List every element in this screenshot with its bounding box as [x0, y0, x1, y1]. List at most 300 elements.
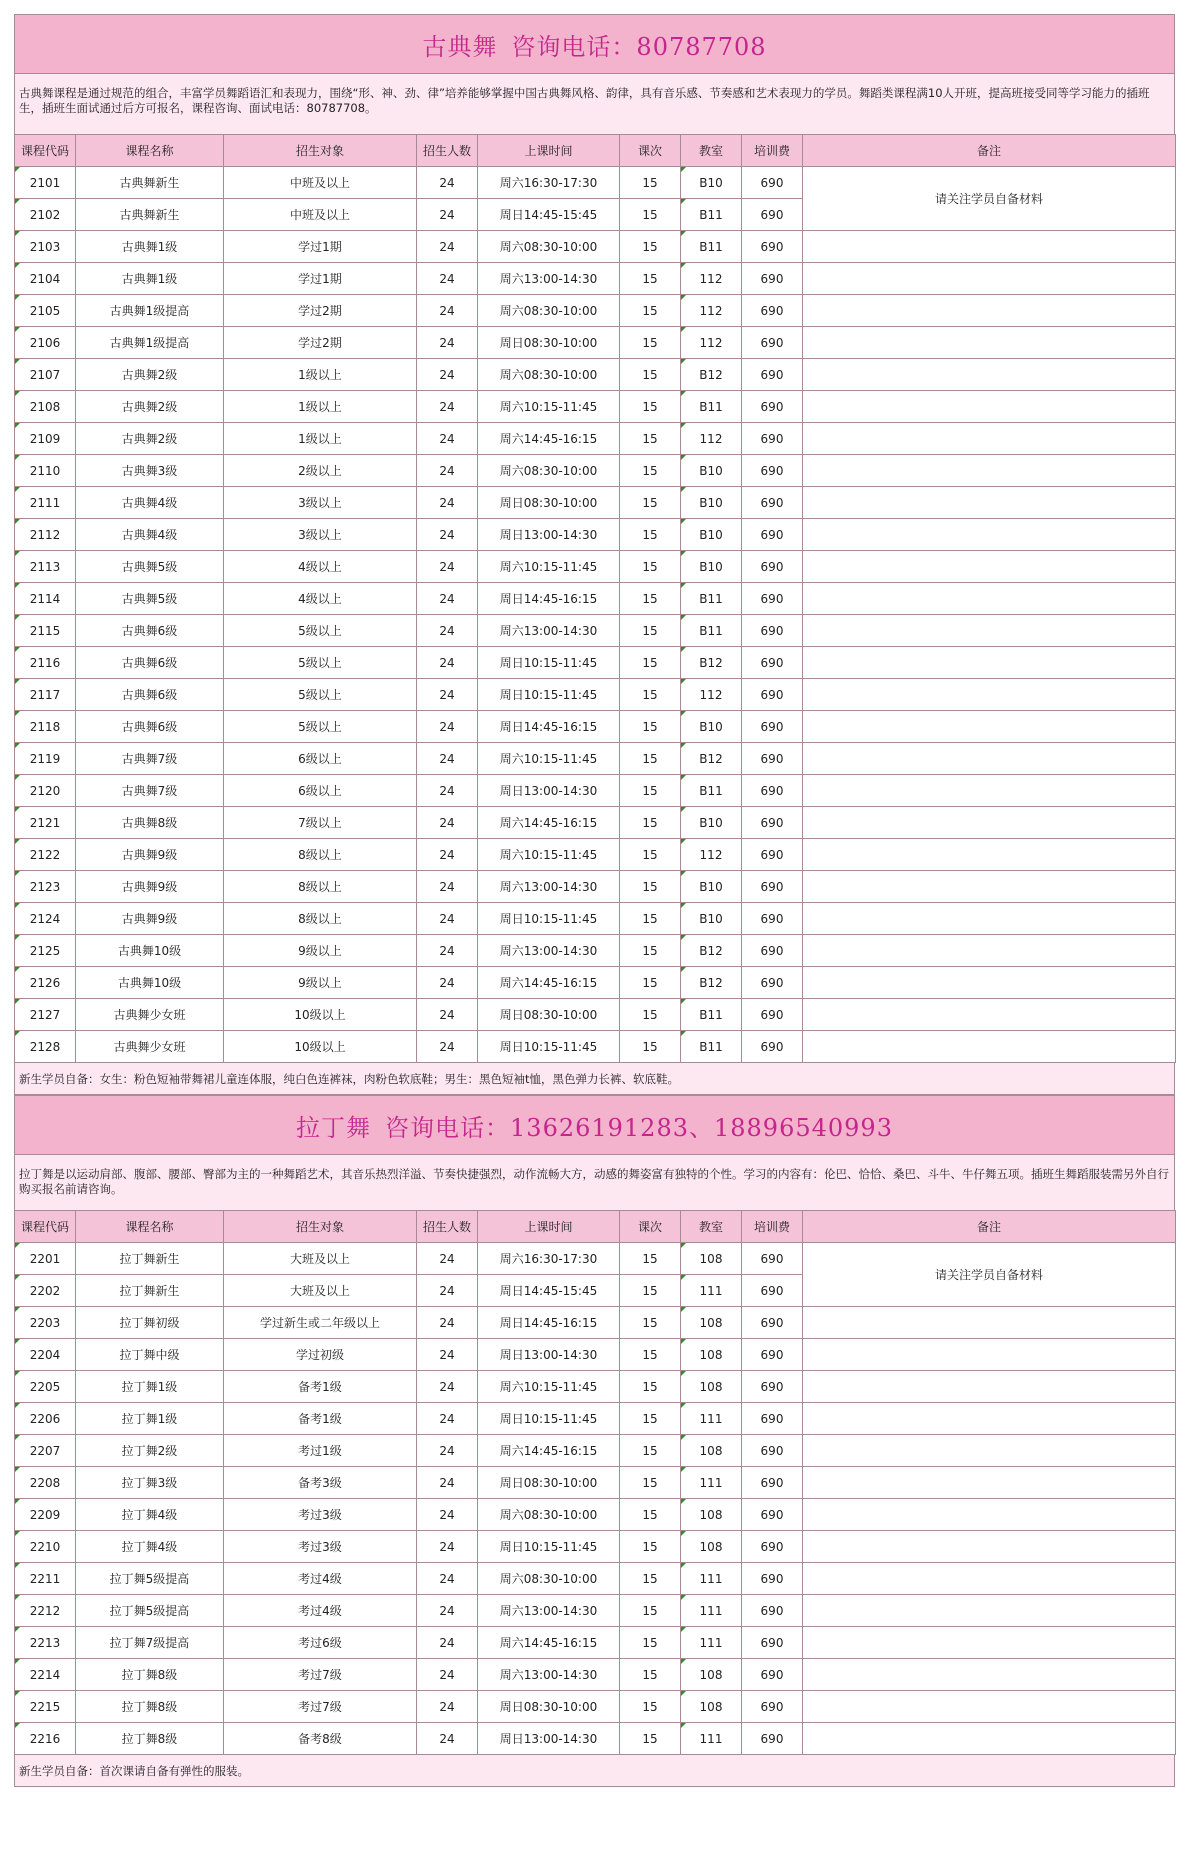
- session-count-cell: 15: [620, 1595, 681, 1627]
- table-row: [15, 1031, 1176, 1063]
- target-students-cell: 2级以上: [224, 455, 417, 487]
- session-count-cell: 15: [620, 1275, 681, 1307]
- course-name-cell: 古典舞少女班: [76, 999, 224, 1031]
- tuition-fee-cell: 690: [742, 327, 803, 359]
- course-name-cell: 古典舞7级: [76, 775, 224, 807]
- course-name-cell: 古典舞1级提高: [76, 327, 224, 359]
- tuition-fee-cell: 690: [742, 1563, 803, 1595]
- course-code-cell: 2215: [15, 1691, 76, 1723]
- tuition-fee-cell: 690: [742, 935, 803, 967]
- tuition-fee-cell: 690: [742, 871, 803, 903]
- target-students-cell: 大班及以上: [224, 1243, 417, 1275]
- table-row: [15, 231, 1176, 263]
- tuition-fee-cell: 690: [742, 903, 803, 935]
- table-row: [15, 743, 1176, 775]
- tuition-fee-cell: 690: [742, 1403, 803, 1435]
- session-count-cell: 15: [620, 1627, 681, 1659]
- course-code-cell: 2101: [15, 167, 76, 199]
- column-header: 课次: [620, 1211, 681, 1243]
- target-students-cell: 考过4级: [224, 1595, 417, 1627]
- class-time-cell: 周六14:45-16:15: [478, 1627, 620, 1659]
- course-code-cell: 2103: [15, 231, 76, 263]
- table-row: [15, 1499, 1176, 1531]
- course-name-cell: 拉丁舞5级提高: [76, 1595, 224, 1627]
- column-header: 培训费: [742, 135, 803, 167]
- course-name-cell: 古典舞2级: [76, 423, 224, 455]
- target-students-cell: 学过1期: [224, 263, 417, 295]
- course-code-cell: 2207: [15, 1435, 76, 1467]
- enrollment-count-cell: 24: [417, 967, 478, 999]
- consult-phone: 咨询电话：80787708: [511, 32, 767, 61]
- remark-cell: [803, 423, 1176, 455]
- tuition-fee-cell: 690: [742, 1499, 803, 1531]
- course-name-cell: 拉丁舞新生: [76, 1275, 224, 1307]
- remark-cell: [803, 487, 1176, 519]
- consult-phone: 咨询电话：13626191283、18896540993: [385, 1113, 893, 1142]
- class-time-cell: 周日10:15-11:45: [478, 1531, 620, 1563]
- session-count-cell: 15: [620, 839, 681, 871]
- course-name-cell: 古典舞新生: [76, 199, 224, 231]
- target-students-cell: 1级以上: [224, 423, 417, 455]
- target-students-cell: 考过3级: [224, 1531, 417, 1563]
- course-code-cell: 2208: [15, 1467, 76, 1499]
- session-count-cell: 15: [620, 1243, 681, 1275]
- enrollment-count-cell: 24: [417, 1403, 478, 1435]
- session-count-cell: 15: [620, 487, 681, 519]
- table-row: [15, 711, 1176, 743]
- target-students-cell: 学过1期: [224, 231, 417, 263]
- course-code-cell: 2205: [15, 1371, 76, 1403]
- table-row: [15, 1339, 1176, 1371]
- enrollment-count-cell: 24: [417, 423, 478, 455]
- course-code-cell: 2213: [15, 1627, 76, 1659]
- target-students-cell: 考过1级: [224, 1435, 417, 1467]
- target-students-cell: 10级以上: [224, 999, 417, 1031]
- target-students-cell: 5级以上: [224, 679, 417, 711]
- column-header: 培训费: [742, 1211, 803, 1243]
- session-count-cell: 15: [620, 1563, 681, 1595]
- course-name-cell: 拉丁舞新生: [76, 1243, 224, 1275]
- remark-cell: [803, 775, 1176, 807]
- table-row: [15, 1467, 1176, 1499]
- remark-cell: [803, 1627, 1176, 1659]
- column-header: 教室: [681, 1211, 742, 1243]
- table-row: [15, 455, 1176, 487]
- enrollment-count-cell: 24: [417, 295, 478, 327]
- table-row: [15, 327, 1176, 359]
- enrollment-count-cell: 24: [417, 903, 478, 935]
- session-count-cell: 15: [620, 231, 681, 263]
- enrollment-count-cell: 24: [417, 455, 478, 487]
- classroom-cell: 112: [681, 839, 742, 871]
- remark-cell: [803, 1403, 1176, 1435]
- remark-cell: [803, 807, 1176, 839]
- class-time-cell: 周六08:30-10:00: [478, 231, 620, 263]
- tuition-fee-cell: 690: [742, 1371, 803, 1403]
- enrollment-count-cell: 24: [417, 1467, 478, 1499]
- tuition-fee-cell: 690: [742, 1531, 803, 1563]
- enrollment-count-cell: 24: [417, 839, 478, 871]
- column-header: 招生对象: [224, 135, 417, 167]
- classroom-cell: B11: [681, 583, 742, 615]
- session-count-cell: 15: [620, 583, 681, 615]
- session-count-cell: 15: [620, 359, 681, 391]
- table-row: [15, 1563, 1176, 1595]
- session-count-cell: 15: [620, 167, 681, 199]
- class-time-cell: 周六14:45-16:15: [478, 967, 620, 999]
- remark-cell: [803, 935, 1176, 967]
- target-students-cell: 考过7级: [224, 1659, 417, 1691]
- course-name-cell: 古典舞8级: [76, 807, 224, 839]
- course-code-cell: 2115: [15, 615, 76, 647]
- class-time-cell: 周日10:15-11:45: [478, 903, 620, 935]
- course-code-cell: 2126: [15, 967, 76, 999]
- enrollment-count-cell: 24: [417, 391, 478, 423]
- course-code-cell: 2112: [15, 519, 76, 551]
- course-code-cell: 2113: [15, 551, 76, 583]
- session-count-cell: 15: [620, 871, 681, 903]
- course-name-cell: 拉丁舞2级: [76, 1435, 224, 1467]
- course-name-cell: 古典舞5级: [76, 583, 224, 615]
- class-time-cell: 周日10:15-11:45: [478, 1403, 620, 1435]
- course-code-cell: 2120: [15, 775, 76, 807]
- classroom-cell: 112: [681, 263, 742, 295]
- session-count-cell: 15: [620, 551, 681, 583]
- session-count-cell: 15: [620, 263, 681, 295]
- enrollment-count-cell: 24: [417, 1659, 478, 1691]
- enrollment-count-cell: 24: [417, 1243, 478, 1275]
- table-row: [15, 1243, 1176, 1275]
- tuition-fee-cell: 690: [742, 1307, 803, 1339]
- session-count-cell: 15: [620, 1659, 681, 1691]
- enrollment-count-cell: 24: [417, 775, 478, 807]
- table-row: [15, 519, 1176, 551]
- session-count-cell: 15: [620, 199, 681, 231]
- class-time-cell: 周日08:30-10:00: [478, 487, 620, 519]
- class-time-cell: 周六13:00-14:30: [478, 871, 620, 903]
- remark-cell: [803, 1339, 1176, 1371]
- course-name-cell: 古典舞1级: [76, 263, 224, 295]
- table-row: [15, 839, 1176, 871]
- tuition-fee-cell: 690: [742, 775, 803, 807]
- target-students-cell: 8级以上: [224, 903, 417, 935]
- table-row: [15, 1435, 1176, 1467]
- class-time-cell: 周六08:30-10:00: [478, 295, 620, 327]
- session-count-cell: 15: [620, 391, 681, 423]
- tuition-fee-cell: 690: [742, 423, 803, 455]
- course-name-cell: 拉丁舞5级提高: [76, 1563, 224, 1595]
- table-header-row: [15, 135, 1176, 167]
- session-count-cell: 15: [620, 519, 681, 551]
- classroom-cell: 111: [681, 1403, 742, 1435]
- class-time-cell: 周日13:00-14:30: [478, 775, 620, 807]
- class-time-cell: 周日10:15-11:45: [478, 647, 620, 679]
- course-code-cell: 2204: [15, 1339, 76, 1371]
- session-count-cell: 15: [620, 1499, 681, 1531]
- target-students-cell: 学过2期: [224, 327, 417, 359]
- class-time-cell: 周日10:15-11:45: [478, 679, 620, 711]
- course-name-cell: 拉丁舞8级: [76, 1659, 224, 1691]
- course-code-cell: 2128: [15, 1031, 76, 1063]
- course-name-cell: 古典舞9级: [76, 903, 224, 935]
- target-students-cell: 学过2期: [224, 295, 417, 327]
- class-time-cell: 周六08:30-10:00: [478, 1499, 620, 1531]
- enrollment-count-cell: 24: [417, 615, 478, 647]
- course-name-cell: 古典舞10级: [76, 967, 224, 999]
- course-code-cell: 2125: [15, 935, 76, 967]
- classroom-cell: 111: [681, 1627, 742, 1659]
- remark-cell: [803, 647, 1176, 679]
- enrollment-count-cell: 24: [417, 263, 478, 295]
- course-name-cell: 古典舞少女班: [76, 1031, 224, 1063]
- remark-cell: [803, 391, 1176, 423]
- target-students-cell: 1级以上: [224, 359, 417, 391]
- enrollment-count-cell: 24: [417, 1627, 478, 1659]
- course-code-cell: 2107: [15, 359, 76, 391]
- session-count-cell: 15: [620, 807, 681, 839]
- tuition-fee-cell: 690: [742, 615, 803, 647]
- remark-cell: [803, 1531, 1176, 1563]
- target-students-cell: 4级以上: [224, 551, 417, 583]
- classroom-cell: 108: [681, 1243, 742, 1275]
- classroom-cell: B11: [681, 1031, 742, 1063]
- course-code-cell: 2211: [15, 1563, 76, 1595]
- target-students-cell: 大班及以上: [224, 1275, 417, 1307]
- table-row: [15, 423, 1176, 455]
- remark-cell: [803, 1031, 1176, 1063]
- tuition-fee-cell: 690: [742, 519, 803, 551]
- tuition-fee-cell: 690: [742, 487, 803, 519]
- course-code-cell: 2216: [15, 1723, 76, 1755]
- remark-cell: [803, 551, 1176, 583]
- target-students-cell: 6级以上: [224, 743, 417, 775]
- table-row: [15, 967, 1176, 999]
- supplies-note: 新生学员自备：女生：粉色短袖带舞裙儿童连体服，纯白色连裤袜，肉粉色软底鞋；男生：黑色短袖t恤，黑色弹力长裤、软底鞋。: [14, 1063, 1175, 1095]
- course-name-cell: 古典舞6级: [76, 679, 224, 711]
- classroom-cell: 111: [681, 1723, 742, 1755]
- classroom-cell: 112: [681, 327, 742, 359]
- target-students-cell: 3级以上: [224, 487, 417, 519]
- classroom-cell: 111: [681, 1275, 742, 1307]
- section-intro: 拉丁舞是以运动肩部、腹部、腰部、臀部为主的一种舞蹈艺术，其音乐热烈洋溢、节奏快捷强烈，动作流畅大方，动感的舞姿富有独特的个性。学习的内容有：伦巴、恰恰、桑巴、斗牛、牛仔舞五项。插班生舞蹈服装需另外自行购买报名前请咨询。: [14, 1155, 1175, 1210]
- session-count-cell: 15: [620, 903, 681, 935]
- target-students-cell: 备考8级: [224, 1723, 417, 1755]
- remark-cell: [803, 263, 1176, 295]
- remark-cell: [803, 967, 1176, 999]
- course-name-cell: 古典舞9级: [76, 871, 224, 903]
- session-count-cell: 15: [620, 295, 681, 327]
- classroom-cell: 108: [681, 1339, 742, 1371]
- enrollment-count-cell: 24: [417, 1563, 478, 1595]
- enrollment-count-cell: 24: [417, 1371, 478, 1403]
- class-time-cell: 周六16:30-17:30: [478, 167, 620, 199]
- section-banner-latin: [14, 1095, 1175, 1155]
- tuition-fee-cell: 690: [742, 1339, 803, 1371]
- course-code-cell: 2124: [15, 903, 76, 935]
- tuition-fee-cell: 690: [742, 679, 803, 711]
- class-time-cell: 周日14:45-15:45: [478, 1275, 620, 1307]
- tuition-fee-cell: 690: [742, 199, 803, 231]
- remark-cell: [803, 519, 1176, 551]
- column-header: 招生人数: [417, 1211, 478, 1243]
- target-students-cell: 考过6级: [224, 1627, 417, 1659]
- tuition-fee-cell: 690: [742, 1627, 803, 1659]
- column-header: 课次: [620, 135, 681, 167]
- classroom-cell: 108: [681, 1659, 742, 1691]
- table-row: [15, 903, 1176, 935]
- classroom-cell: B12: [681, 935, 742, 967]
- tuition-fee-cell: 690: [742, 1595, 803, 1627]
- course-code-cell: 2109: [15, 423, 76, 455]
- class-time-cell: 周日14:45-16:15: [478, 583, 620, 615]
- course-code-cell: 2210: [15, 1531, 76, 1563]
- class-time-cell: 周日08:30-10:00: [478, 327, 620, 359]
- session-count-cell: 15: [620, 935, 681, 967]
- target-students-cell: 学过新生或二年级以上: [224, 1307, 417, 1339]
- column-header: 课程名称: [76, 1211, 224, 1243]
- course-code-cell: 2202: [15, 1275, 76, 1307]
- table-row: [15, 295, 1176, 327]
- course-code-cell: 2104: [15, 263, 76, 295]
- session-count-cell: 15: [620, 455, 681, 487]
- table-row: [15, 1723, 1176, 1755]
- session-count-cell: 15: [620, 1307, 681, 1339]
- course-name-cell: 拉丁舞7级提高: [76, 1627, 224, 1659]
- classroom-cell: 111: [681, 1595, 742, 1627]
- table-row: [15, 263, 1176, 295]
- table-row: [15, 679, 1176, 711]
- target-students-cell: 考过4级: [224, 1563, 417, 1595]
- remark-cell: [803, 871, 1176, 903]
- course-code-cell: 2206: [15, 1403, 76, 1435]
- course-code-cell: 2123: [15, 871, 76, 903]
- classroom-cell: B11: [681, 199, 742, 231]
- class-time-cell: 周六10:15-11:45: [478, 1371, 620, 1403]
- remark-cell: 请关注学员自备材料: [803, 1243, 1176, 1307]
- tuition-fee-cell: 690: [742, 647, 803, 679]
- column-header: 招生人数: [417, 135, 478, 167]
- tuition-fee-cell: 690: [742, 391, 803, 423]
- classroom-cell: B10: [681, 167, 742, 199]
- section-title: 古典舞: [422, 32, 498, 61]
- course-code-cell: 2127: [15, 999, 76, 1031]
- table-row: [15, 1627, 1176, 1659]
- target-students-cell: 备考1级: [224, 1403, 417, 1435]
- target-students-cell: 中班及以上: [224, 167, 417, 199]
- table-row: [15, 807, 1176, 839]
- course-name-cell: 拉丁舞4级: [76, 1499, 224, 1531]
- class-time-cell: 周六10:15-11:45: [478, 391, 620, 423]
- session-count-cell: 15: [620, 615, 681, 647]
- course-name-cell: 拉丁舞中级: [76, 1339, 224, 1371]
- class-time-cell: 周日13:00-14:30: [478, 1339, 620, 1371]
- remark-cell: [803, 839, 1176, 871]
- classroom-cell: B10: [681, 807, 742, 839]
- classroom-cell: B11: [681, 999, 742, 1031]
- classroom-cell: B10: [681, 519, 742, 551]
- course-code-cell: 2212: [15, 1595, 76, 1627]
- class-time-cell: 周日13:00-14:30: [478, 519, 620, 551]
- tuition-fee-cell: 690: [742, 839, 803, 871]
- session-count-cell: 15: [620, 967, 681, 999]
- remark-cell: [803, 999, 1176, 1031]
- classroom-cell: 108: [681, 1435, 742, 1467]
- enrollment-count-cell: 24: [417, 487, 478, 519]
- course-name-cell: 拉丁舞1级: [76, 1403, 224, 1435]
- course-name-cell: 古典舞6级: [76, 647, 224, 679]
- course-code-cell: 2121: [15, 807, 76, 839]
- course-code-cell: 2214: [15, 1659, 76, 1691]
- session-count-cell: 15: [620, 1723, 681, 1755]
- course-name-cell: 拉丁舞初级: [76, 1307, 224, 1339]
- course-code-cell: 2105: [15, 295, 76, 327]
- enrollment-count-cell: 24: [417, 711, 478, 743]
- enrollment-count-cell: 24: [417, 583, 478, 615]
- table-row: [15, 167, 1176, 199]
- course-table-latin: [14, 1210, 1176, 1755]
- session-count-cell: 15: [620, 711, 681, 743]
- remark-cell: [803, 1691, 1176, 1723]
- session-count-cell: 15: [620, 647, 681, 679]
- course-name-cell: 古典舞7级: [76, 743, 224, 775]
- target-students-cell: 4级以上: [224, 583, 417, 615]
- tuition-fee-cell: 690: [742, 295, 803, 327]
- course-code-cell: 2116: [15, 647, 76, 679]
- session-count-cell: 15: [620, 775, 681, 807]
- course-code-cell: 2117: [15, 679, 76, 711]
- remark-cell: [803, 1435, 1176, 1467]
- class-time-cell: 周六10:15-11:45: [478, 839, 620, 871]
- course-code-cell: 2111: [15, 487, 76, 519]
- course-name-cell: 古典舞新生: [76, 167, 224, 199]
- table-row: [15, 1531, 1176, 1563]
- remark-cell: [803, 455, 1176, 487]
- tuition-fee-cell: 690: [742, 807, 803, 839]
- classroom-cell: 108: [681, 1531, 742, 1563]
- remark-cell: [803, 295, 1176, 327]
- column-header: 课程代码: [15, 135, 76, 167]
- session-count-cell: 15: [620, 1031, 681, 1063]
- column-header: 招生对象: [224, 1211, 417, 1243]
- class-time-cell: 周六13:00-14:30: [478, 1659, 620, 1691]
- target-students-cell: 3级以上: [224, 519, 417, 551]
- session-count-cell: 15: [620, 1371, 681, 1403]
- classroom-cell: B10: [681, 711, 742, 743]
- target-students-cell: 5级以上: [224, 647, 417, 679]
- table-row: [15, 583, 1176, 615]
- course-name-cell: 拉丁舞8级: [76, 1691, 224, 1723]
- course-name-cell: 古典舞2级: [76, 359, 224, 391]
- enrollment-count-cell: 24: [417, 1531, 478, 1563]
- target-students-cell: 备考3级: [224, 1467, 417, 1499]
- tuition-fee-cell: 690: [742, 1467, 803, 1499]
- enrollment-count-cell: 24: [417, 1307, 478, 1339]
- table-row: [15, 1691, 1176, 1723]
- classroom-cell: B11: [681, 231, 742, 263]
- classroom-cell: B11: [681, 391, 742, 423]
- course-name-cell: 古典舞3级: [76, 455, 224, 487]
- table-row: [15, 647, 1176, 679]
- remark-cell: [803, 903, 1176, 935]
- enrollment-count-cell: 24: [417, 1691, 478, 1723]
- classroom-cell: B10: [681, 871, 742, 903]
- course-name-cell: 拉丁舞3级: [76, 1467, 224, 1499]
- class-time-cell: 周六10:15-11:45: [478, 743, 620, 775]
- classroom-cell: B12: [681, 743, 742, 775]
- course-code-cell: 2110: [15, 455, 76, 487]
- course-name-cell: 古典舞9级: [76, 839, 224, 871]
- course-name-cell: 古典舞10级: [76, 935, 224, 967]
